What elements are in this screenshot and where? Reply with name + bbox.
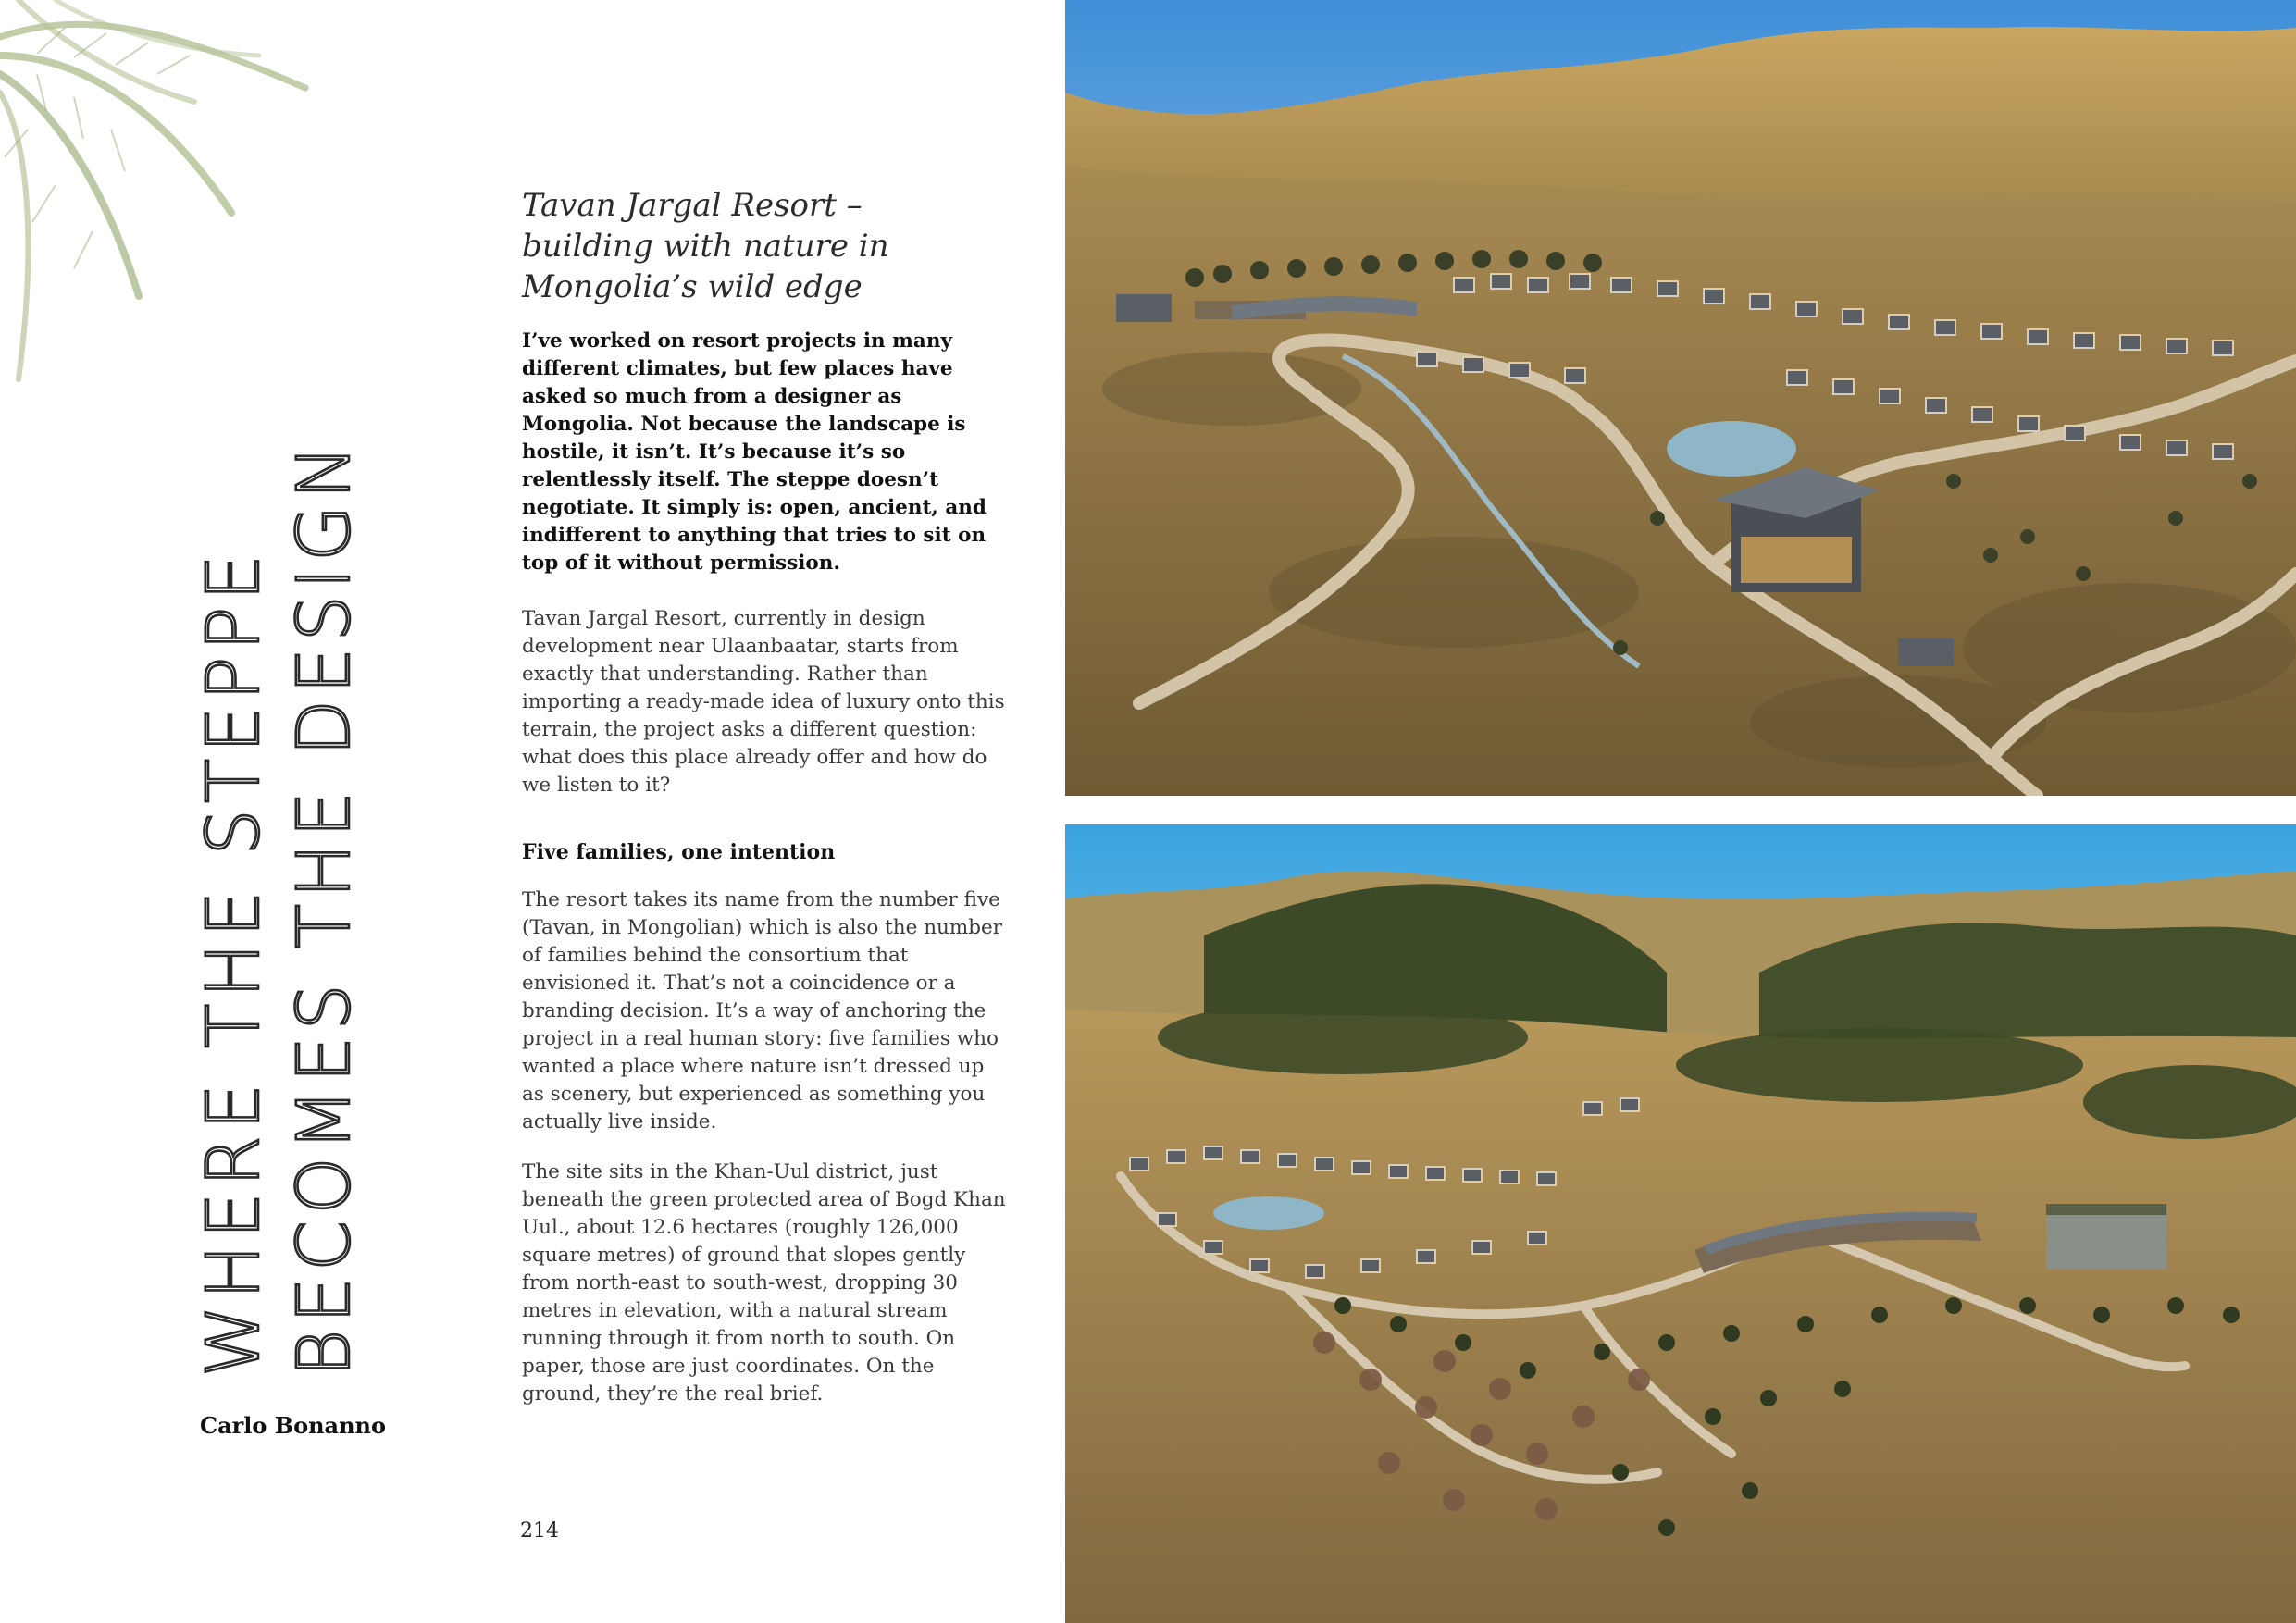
headline-line-3: Mongolia’s wild edge bbox=[522, 268, 863, 305]
body-paragraph-1: Tavan Jargal Resort, currently in design development near Ulaanbaatar, starts from exactly that understanding. Rather than importing a ready-made idea of luxury onto this terrain, the project asks a different question: what does this place already offer and how do we listen to it? bbox=[522, 607, 1005, 797]
body-paragraph-3: The site sits in the Khan-Uul district, just beneath the green protected area of Bogd Khan Uul., about 12.6 hectares (roughly 126,000 square metres) of ground that slopes gently from north-east to south-west, dropping 30 metres in elevation, with a natural stream running through it from north to south. On paper, those are just coordinates. On the ground, they’re the real brief. bbox=[522, 1160, 1006, 1406]
lead-paragraph: I’ve worked on resort projects in many different climates, but few places have asked so much from a designer as Mongolia. Not because the landscape is hostile, it isn’t. It’s because it’s so relentlessly itself. The steppe doesn’t negotiate. It simply is: open, ancient, and indifferent to anything that tries to sit on top of it without permission. bbox=[522, 329, 987, 575]
author-name: Carlo Bonanno bbox=[200, 1412, 386, 1439]
article-headline bbox=[522, 185, 929, 307]
vertical-title bbox=[189, 183, 370, 1377]
headline-line-1: Tavan Jargal Resort – bbox=[522, 187, 863, 224]
page-number: 214 bbox=[520, 1519, 559, 1542]
headline-line-2: building with nature in bbox=[522, 228, 889, 265]
title-line-2: BECOMES THE DESIGN bbox=[283, 438, 366, 1377]
resort-aerial-photo-bottom bbox=[1065, 824, 2296, 1623]
body-paragraph-2: The resort takes its name from the number five (Tavan, in Mongolian) which is also the number of families behind the consortium that envisioned it. That’s not a coincidence or a branding decision. It’s a way of anchoring the project in a real human story: five families who wanted a place where nature isn’t dressed up as scenery, but experienced as something you actually live inside. bbox=[522, 888, 1003, 1134]
left-page bbox=[0, 0, 1065, 1623]
title-line-1: WHERE THE STEPPE bbox=[192, 548, 276, 1377]
section-subheading: Five families, one intention bbox=[522, 840, 836, 864]
article-body bbox=[522, 185, 1012, 1431]
resort-aerial-photo-top bbox=[1065, 0, 2296, 796]
